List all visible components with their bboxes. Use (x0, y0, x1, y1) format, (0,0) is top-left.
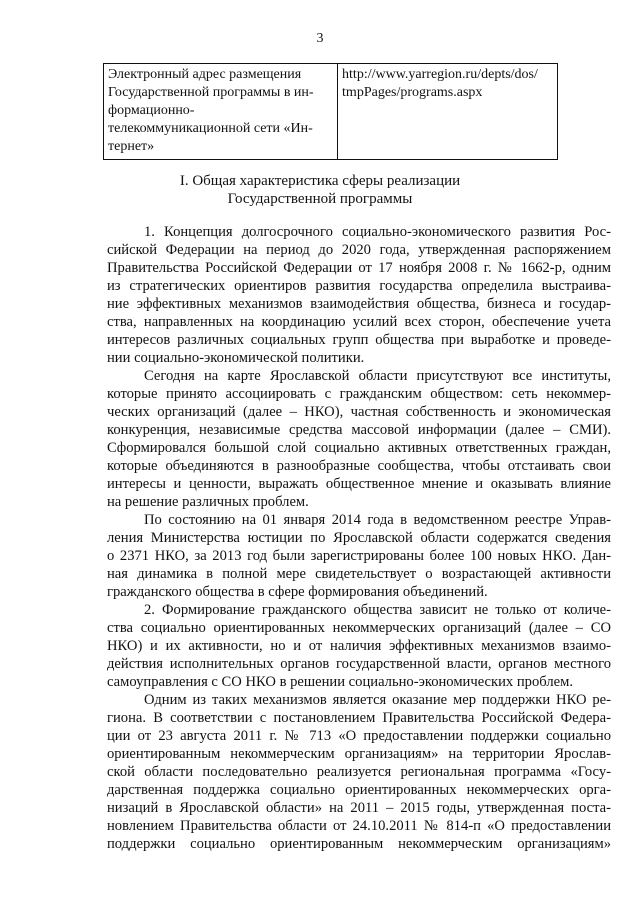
paragraph (107, 691, 611, 853)
label-line: телекоммуникационной сети «Ин- (108, 121, 313, 136)
label-line: Государственной программы в ин- (108, 85, 314, 100)
paragraph (107, 223, 611, 367)
paragraph-line: ческих организаций (далее – НКО), частная собственность и экономическая (107, 404, 611, 420)
url-line: http://www.yarregion.ru/depts/dos/ (342, 67, 538, 82)
table-cell-url (338, 64, 558, 160)
paragraph (107, 601, 611, 691)
paragraph-line: которые объединяются в разнообразные сообщества, чтобы отстаивать свои (107, 458, 611, 474)
paragraph-line: сийской Федерации на период до 2020 года, утвержденная распоряжением (107, 242, 611, 258)
paragraph-line: Сформировался большой слой социально активных ответственных граждан, (107, 440, 611, 456)
paragraph-line: на решение различных проблем. (107, 494, 309, 510)
paragraph-line: действия исполнительных органов государственной власти, органов местного (107, 656, 611, 672)
paragraph-line: гражданского общества в сфере формирования объединений. (107, 584, 488, 600)
paragraph-line: гиона. В соответствии с постановлением Правительства Российской Федера- (107, 710, 611, 726)
paragraph-line: НКО) и их активности, но и от наличия эффективных механизмов взаимо- (107, 638, 611, 654)
paragraph-line: Правительства Российской Федерации от 17 ноября 2008 г. № 1662-р, одним (107, 260, 611, 276)
paragraph-line: ской области последовательно реализуется региональная программа «Госу- (107, 764, 611, 780)
paragraph-line: По состоянию на 01 января 2014 года в ведомственном реестре Управ- (144, 512, 611, 528)
paragraph-line: интересы и ценности, выражать общественное мнение и оказывать влияние (107, 476, 611, 492)
paragraph (107, 511, 611, 601)
url-line: tmpPages/programs.aspx (342, 85, 483, 100)
paragraph (107, 367, 611, 511)
section-heading (0, 172, 640, 208)
page-number: 3 (316, 31, 324, 46)
paragraph-line: ние эффективных механизмов взаимодействия общества, бизнеса и государ- (107, 296, 611, 312)
paragraph-line: дарственная поддержка социально ориентированных некоммерческих орга- (107, 782, 611, 798)
label-line: Электронный адрес размещения (108, 67, 302, 82)
program-info-table (103, 63, 558, 160)
paragraph-line: ная динамика в полной мере свидетельствует о возрастающей активности (107, 566, 611, 582)
table-row (104, 64, 558, 160)
table-cell-label (104, 64, 338, 160)
document-body (107, 223, 611, 853)
label-line: тернет» (108, 139, 155, 154)
paragraph-line: ства, направленных на координацию усилий всех сторон, обеспечение учета (107, 314, 611, 330)
paragraph-line: поддержки социально ориентированным некоммерческим организациям» (107, 836, 611, 852)
paragraph-line: Сегодня на карте Ярославской области присутствуют все институты, (144, 368, 611, 384)
heading-line: I. Общая характеристика сферы реализации (179, 173, 461, 189)
paragraph-line: 2. Формирование гражданского общества зависит не только от количе- (144, 602, 611, 618)
paragraph-line: из стратегических ориентиров развития государства определила выстраива- (107, 278, 611, 294)
heading-line: Государственной программы (227, 191, 413, 207)
paragraph-line: Одним из таких механизмов является оказание мер поддержки НКО ре- (144, 692, 611, 708)
paragraph-line: самоуправления с СО НКО в решении социально-экономических проблем. (107, 674, 573, 690)
paragraph-line: ции от 23 августа 2011 г. № 713 «О предоставлении поддержки социально (107, 728, 611, 744)
paragraph-line: ства социально ориентированных некоммерческих организаций (далее – СО (107, 620, 611, 636)
paragraph-line: интересов различных социальных групп общества при выработке и проведе- (107, 332, 611, 348)
paragraph-line: ориентированным некоммерческим организациям» на территории Ярослав- (107, 746, 611, 762)
paragraph-line: конкуренция, независимые средства массовой информации (далее – СМИ). (107, 422, 611, 438)
label-line: формационно- (108, 103, 195, 118)
paragraph-line: 1. Концепция долгосрочного социально-экономического развития Рос- (144, 224, 611, 240)
paragraph-line: которые принято ассоциировать с гражданским обществом: сеть некоммер- (107, 386, 611, 402)
paragraph-line: новлением Правительства области от 24.10.2011 № 814-п «О предоставлении (107, 818, 611, 834)
paragraph-line: о 2371 НКО, за 2013 год были зарегистрированы более 100 новых НКО. Дан- (107, 548, 611, 564)
paragraph-line: низаций в Ярославской области» на 2011 – 2015 годы, утвержденная поста- (107, 800, 611, 816)
paragraph-line: нии социально-экономической политики. (107, 350, 365, 366)
paragraph-line: ления Министерства юстиции по Ярославской области содержатся сведения (107, 530, 611, 546)
